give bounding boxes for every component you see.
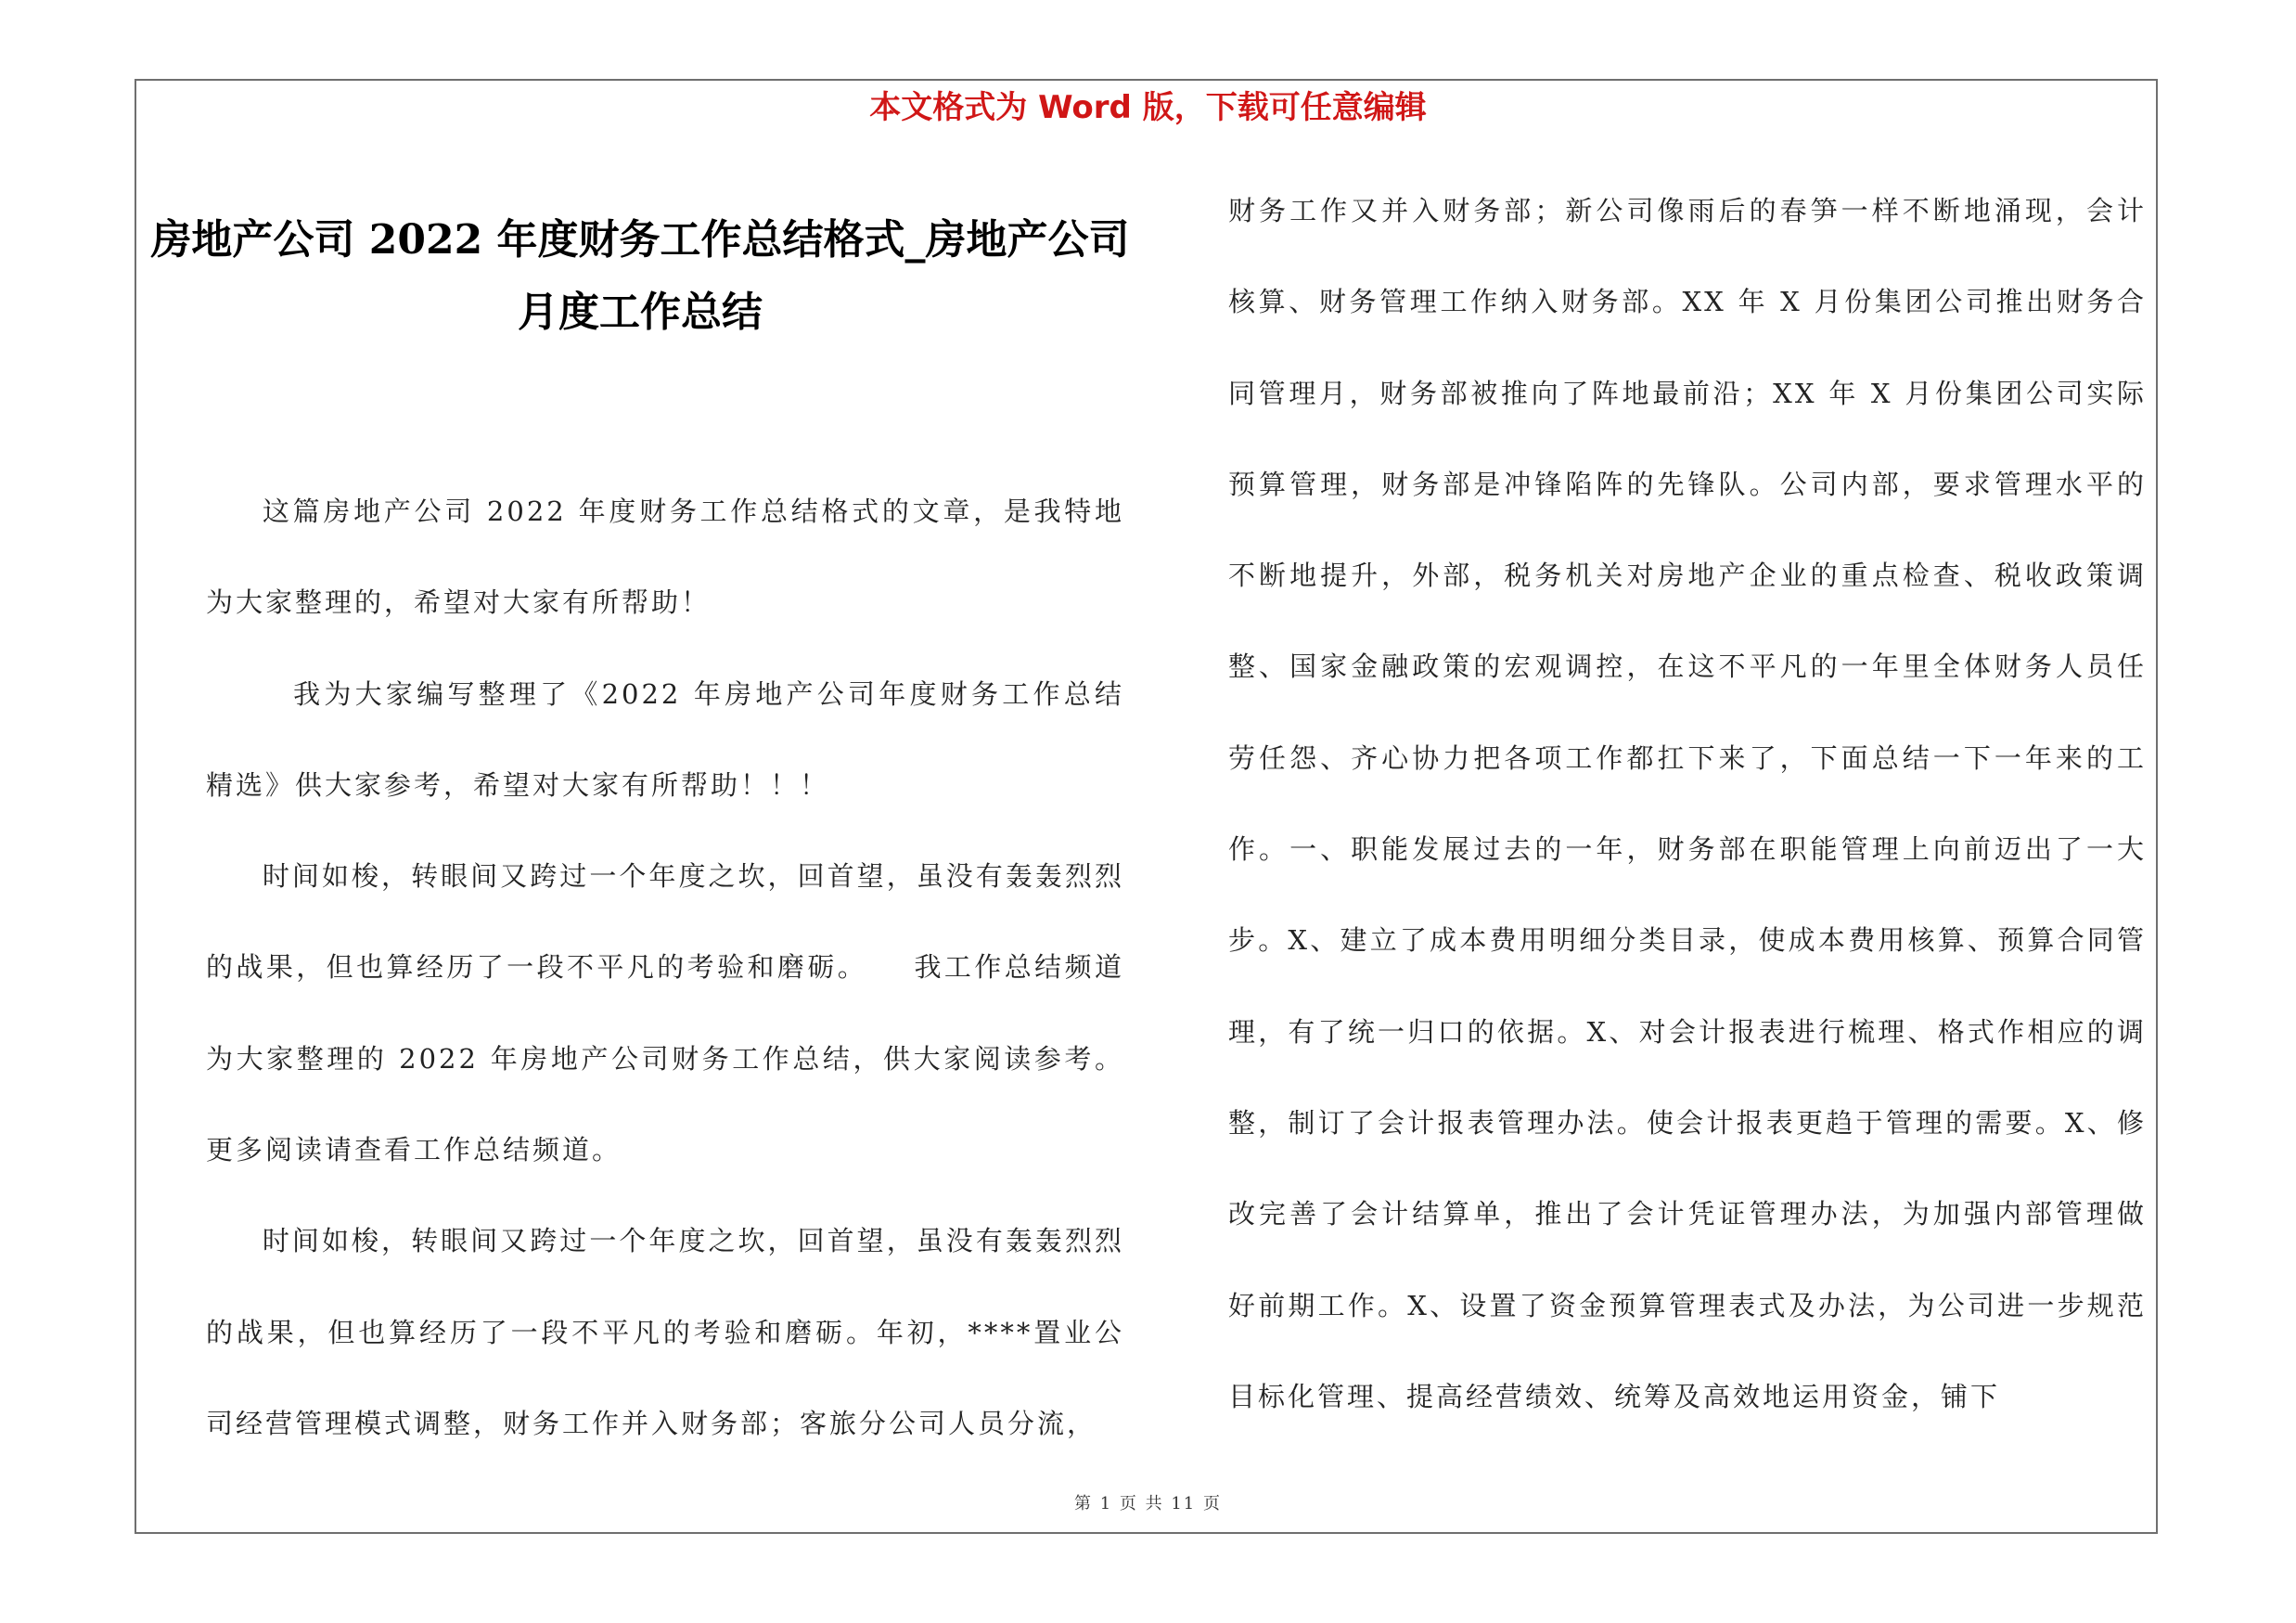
paragraph-channel: 时间如梭，转眼间又跨过一个年度之坎，回首望，虽没有轰轰烈烈的战果，但也算经历了一段不平凡的考验和磨砺。 我工作总结频道为大家整理的 2022 年房地产公司财务工作总结，供大家阅读参考。更多阅读请查看工作总结频道。 [206,860,1124,1166]
page-number-footer: 第 1 页 共 11 页 [1074,1494,1222,1514]
paragraph-summary-continued: 财务工作又并入财务部；新公司像雨后的春笋一样不断地涌现，会计核算、财务管理工作纳入财务部。XX 年 X 月份集团公司推出财务合同管理月，财务部被推向了阵地最前沿；XX 年 X 月份集团公司实际预算管理，财务部是冲锋陷阵的先锋队。公司内部，要求管理水平的不断地提升，外部，税务机关对房地产企业的重点检查、税收政策调整、国家金融政策的宏观调控，在这不平凡的一年里全体财务人员任劳任怨、齐心协力把各项工作都扛下来了，下面总结一下一年来的工作。一、职能发展过去的一年，财务部在职能管理上向前迈出了一大步。X、建立了成本费用明细分类目录，使成本费用核算、预算合同管理，有了统一归口的依据。X、对会计报表进行梳理、格式作相应的调整，制订了会计报表管理办法。使会计报表更趋于管理的需要。X、修改完善了会计结算单，推出了会计凭证管理办法，为加强内部管理做好前期工作。X、设置了资金预算管理表式及办法，为公司进一步规范目标化管理、提高经营绩效、统筹及高效地运用资金，铺下 [1228,195,2147,1412]
paragraph-summary-start: 时间如梭，转眼间又跨过一个年度之坎，回首望，虽没有轰轰烈烈的战果，但也算经历了一段不平凡的考验和磨砺。年初，****置业公司经营管理模式调整，财务工作并入财务部；客旅分公司人员分流， [206,1225,1124,1439]
word-format-banner: 本文格式为 Word 版，下载可任意编辑 [869,89,1427,126]
left-column [206,466,1124,1469]
document-title: 房地产公司 2022 年度财务工作总结格式_房地产公司月度工作总结 [150,216,1130,336]
right-column [1228,165,2147,1442]
paragraph-compiled: 我为大家编写整理了《2022 年房地产公司年度财务工作总结精选》供大家参考，希望对大家有所帮助！！！ [206,677,1124,801]
paragraph-intro: 这篇房地产公司 2022 年度财务工作总结格式的文章，是我特地为大家整理的，希望对大家有所帮助！ [206,496,1124,619]
